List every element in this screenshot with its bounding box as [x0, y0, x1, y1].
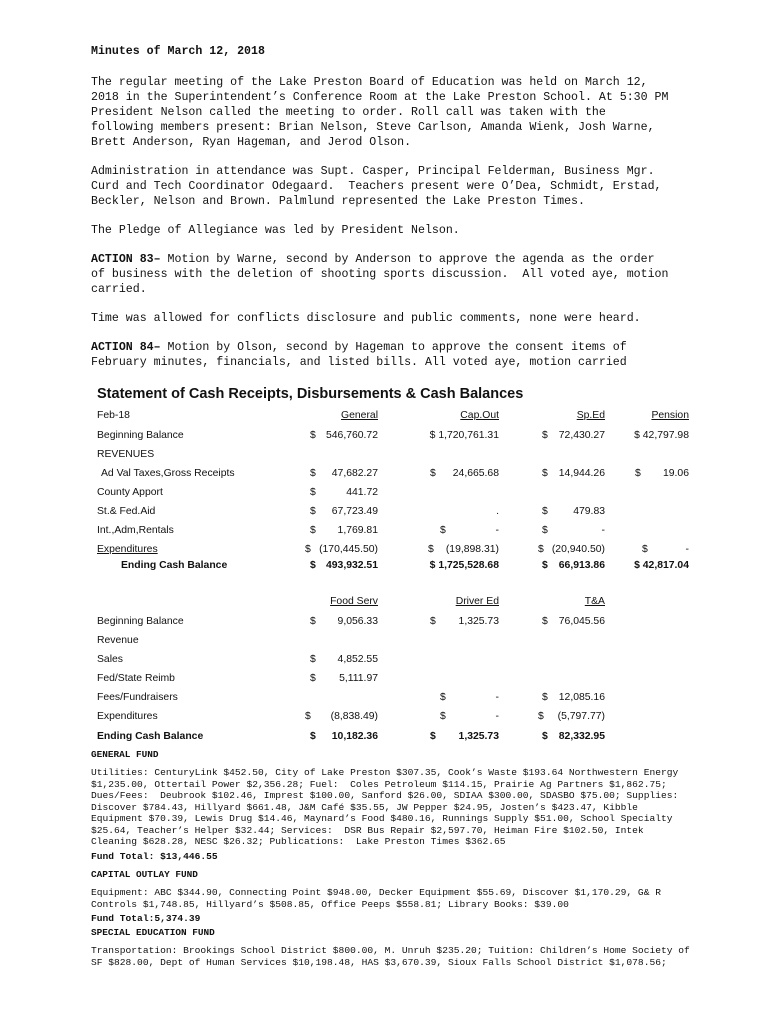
action-83-label: ACTION 83– — [91, 253, 161, 266]
cell-value: 479.83 — [573, 506, 605, 517]
table-row — [97, 487, 717, 501]
table-row — [97, 654, 717, 668]
attendance-paragraph: Administration in attendance was Supt. Casper, Principal Felderman, Business Mgr. Curd and Tech Coordinator Odegaard. Teachers present were O’Dea, Schmidt, Erstad, Beckler, Nelson and Brown. Palmlund represented the Lake Preston Times. — [91, 165, 662, 208]
table-row — [97, 468, 717, 482]
cell-dollar: $ — [310, 560, 316, 571]
cell-dollar: $ — [542, 506, 548, 517]
row-label: St.& Fed.Aid — [97, 506, 156, 517]
cell-value: $ 42,817.04 — [634, 560, 689, 571]
cell-dollar: $ — [542, 468, 548, 479]
cell-dollar: $ — [310, 487, 316, 498]
general-fund-total: Fund Total: $13,446.55 — [91, 850, 218, 862]
cell-dollar: $ — [642, 544, 648, 555]
action-84-text: Motion by Olson, second by Hageman to approve the consent items of February minutes, financials, and listed bills. All voted aye, motion carried — [91, 341, 627, 369]
action-83-text: Motion by Warne, second by Anderson to approve the agenda as the order of business with the deletion of shooting sports discussion. All voted aye, motion carried. — [91, 253, 669, 296]
special-education-heading: SPECIAL EDUCATION FUND — [91, 927, 215, 938]
col-header-drivered: Driver Ed — [455, 596, 499, 607]
table-header-row — [97, 410, 717, 424]
cell-value: (8,838.49) — [330, 711, 378, 722]
cell-value: 546,760.72 — [325, 430, 378, 441]
table-row — [97, 635, 717, 649]
table-row — [97, 544, 717, 558]
table-row — [97, 616, 717, 630]
cell-value: 24,665.68 — [452, 468, 499, 479]
cell-dollar: $ — [542, 731, 548, 742]
table-row — [97, 525, 717, 539]
cell-value: (170,445.50) — [319, 544, 378, 555]
row-label: Beginning Balance — [97, 430, 184, 441]
cell-dollar: $ — [310, 506, 316, 517]
cell-dollar: $ — [310, 430, 316, 441]
action-84-label: ACTION 84– — [91, 341, 161, 354]
cell-value: - — [601, 525, 605, 536]
cell-dollar: $ — [310, 468, 316, 479]
cell-dollar: $ — [428, 544, 434, 555]
row-label: REVENUES — [97, 449, 155, 460]
cell-value: 47,682.27 — [331, 468, 378, 479]
statement-title: Statement of Cash Receipts, Disbursements & Cash Balances — [97, 386, 524, 402]
cell-value: 19.06 — [662, 468, 689, 479]
row-label: Fed/State Reimb — [97, 673, 175, 684]
row-label: Sales — [97, 654, 123, 665]
cell-value: (5,797.77) — [557, 711, 605, 722]
month-label: Feb-18 — [97, 410, 130, 421]
cell-value: 1,325.73 — [458, 616, 499, 627]
table-row — [97, 711, 717, 725]
row-label: Expenditures — [97, 544, 158, 555]
cell-value: (20,940.50) — [551, 544, 605, 555]
row-label: Ending Cash Balance — [97, 731, 204, 742]
cell-value: $ 1,725,528.68 — [429, 560, 499, 571]
capital-outlay-heading: CAPITAL OUTLAY FUND — [91, 869, 198, 880]
cell-dollar: $ — [305, 711, 311, 722]
cell-value: 14,944.26 — [558, 468, 605, 479]
col-header-pension: Pension — [651, 410, 689, 421]
capital-outlay-section — [91, 869, 731, 925]
cell-value: (19,898.31) — [445, 544, 499, 555]
table-row — [97, 449, 717, 463]
col-header-general: General — [341, 410, 378, 421]
cell-value: 441.72 — [346, 487, 378, 498]
table-row — [97, 673, 717, 687]
cell-dollar: $ — [542, 616, 548, 627]
cell-dollar: $ — [305, 544, 311, 555]
cell-value: - — [495, 711, 499, 722]
cell-value: 82,332.95 — [558, 731, 605, 742]
cell-value: 4,852.55 — [337, 654, 378, 665]
general-fund-heading: GENERAL FUND — [91, 749, 159, 760]
cell-value: - — [685, 544, 689, 555]
cell-value: . — [496, 506, 499, 517]
table-row — [97, 731, 717, 745]
cell-value: 67,723.49 — [331, 506, 378, 517]
col-header-capout: Cap.Out — [460, 410, 499, 421]
row-label: County Apport — [97, 487, 163, 498]
cell-dollar: $ — [310, 654, 316, 665]
table-row — [97, 692, 717, 706]
cell-value: 66,913.86 — [558, 560, 605, 571]
row-label: Fees/Fundraisers — [97, 692, 178, 703]
cell-value: 5,111.97 — [339, 673, 378, 684]
cell-dollar: $ — [542, 560, 548, 571]
public-comments-paragraph: Time was allowed for conflicts disclosure and public comments, none were heard. — [91, 312, 641, 325]
row-label: Beginning Balance — [97, 616, 184, 627]
cell-dollar: $ — [542, 525, 548, 536]
cell-value: $ 1,720,761.31 — [429, 430, 499, 441]
table-header-row — [97, 596, 717, 610]
special-education-text: Transportation: Brookings School District $800.00, M. Unruh $235.20; Tuition: Children’s Home Society of SF $828.00, Dept of Human Services $10,198.48, HAS $3,670.39, Sioux Falls School District $1,078.56; — [91, 945, 690, 968]
row-label: Ending Cash Balance — [121, 560, 228, 571]
cash-statement-table — [97, 386, 717, 742]
row-label: Revenue — [97, 635, 139, 646]
special-education-section — [91, 927, 731, 968]
cell-dollar: $ — [538, 711, 544, 722]
cell-dollar: $ — [430, 468, 436, 479]
capital-outlay-total: Fund Total:5,374.39 — [91, 913, 201, 924]
capital-outlay-text: Equipment: ABC $344.90, Connecting Point $948.00, Decker Equipment $55.69, Discover $1,170.29, G& R Controls $1,748.85, Hillyard’s $508.85, Office Peeps $558.81; Library Books: $39.00 — [91, 887, 661, 910]
cell-dollar: $ — [430, 731, 436, 742]
cell-value: 493,932.51 — [325, 560, 378, 571]
cell-dollar: $ — [440, 692, 446, 703]
minutes-title: Minutes of March 12, 2018 — [91, 45, 265, 58]
pledge-paragraph: The Pledge of Allegiance was led by President Nelson. — [91, 224, 460, 237]
general-fund-section — [91, 749, 731, 863]
table-row — [97, 560, 717, 574]
cell-dollar: $ — [440, 711, 446, 722]
cell-value: 10,182.36 — [331, 731, 378, 742]
cell-dollar: $ — [440, 525, 446, 536]
cell-value: 72,430.27 — [558, 430, 605, 441]
cell-dollar: $ — [310, 616, 316, 627]
cell-value: $ 42,797.98 — [634, 430, 689, 441]
cell-dollar: $ — [310, 731, 316, 742]
cell-value: 12,085.16 — [558, 692, 605, 703]
cell-value: 1,769.81 — [337, 525, 378, 536]
cell-value: - — [495, 525, 499, 536]
col-header-ta: T&A — [584, 596, 605, 607]
table-row — [97, 430, 717, 444]
cell-value: 76,045.56 — [558, 616, 605, 627]
cell-dollar: $ — [538, 544, 544, 555]
row-label: Int.,Adm,Rentals — [97, 525, 174, 536]
opening-paragraph: The regular meeting of the Lake Preston Board of Education was held on March 12, 2018 in the Superintendent’s Conference Room at the Lake Preston School. At 5:30 PM President Nelson called the meeting to order. Roll call was taken with the following members present: Brian Nelson, Steve Carlson, Amanda Wienk, Josh Warne, Brett Anderson, Ryan Hageman, and Jerod Olson. — [91, 76, 669, 149]
table-row — [97, 506, 717, 520]
action-84-paragraph — [91, 340, 731, 370]
col-header-foodserv: Food Serv — [330, 596, 378, 607]
general-fund-text: Utilities: CenturyLink $452.50, City of Lake Preston $307.35, Cook’s Waste $193.64 Northwestern Energy $1,235.00, Ottertail Power $2,356.28; Fuel: Coles Petroleum $114.15, Prairie Ag Partners $1,862.75; Dues/Fees: Deubrook $102.46, Imprest $100.00, Sanford $26.00, SDIAA $300.00, SDASBO $75.00; Supplies: Discover $784.43, Hillyard $661.48, J&M Café $35.55, JW Pepper $24.95, Josten’s $423.47, Kibble Equipment $70.39, Lewis Drug $14.46, Maynard’s Food $480.16, Runnings Supply $51.00, School Specialty $25.64, Teacher’s Helper $32.44; Services: DSR Bus Repair $2,597.70, Heiman Fire $102.50, Intek Cleaning $628.28, NESC $26.32; Publications: Lake Preston Times $362.65 — [91, 767, 679, 847]
cell-dollar: $ — [310, 525, 316, 536]
minutes-section — [91, 44, 731, 384]
cell-value: 9,056.33 — [337, 616, 378, 627]
cell-dollar: $ — [430, 616, 436, 627]
cell-dollar: $ — [310, 673, 316, 684]
cell-dollar: $ — [542, 692, 548, 703]
row-label: Ad Val Taxes,Gross Receipts — [101, 468, 235, 479]
action-83-paragraph — [91, 252, 731, 297]
cell-value: 1,325.73 — [458, 731, 499, 742]
cell-dollar: $ — [542, 430, 548, 441]
cell-value: - — [495, 692, 499, 703]
col-header-sped: Sp.Ed — [576, 410, 605, 421]
row-label: Expenditures — [97, 711, 158, 722]
cell-dollar: $ — [635, 468, 641, 479]
